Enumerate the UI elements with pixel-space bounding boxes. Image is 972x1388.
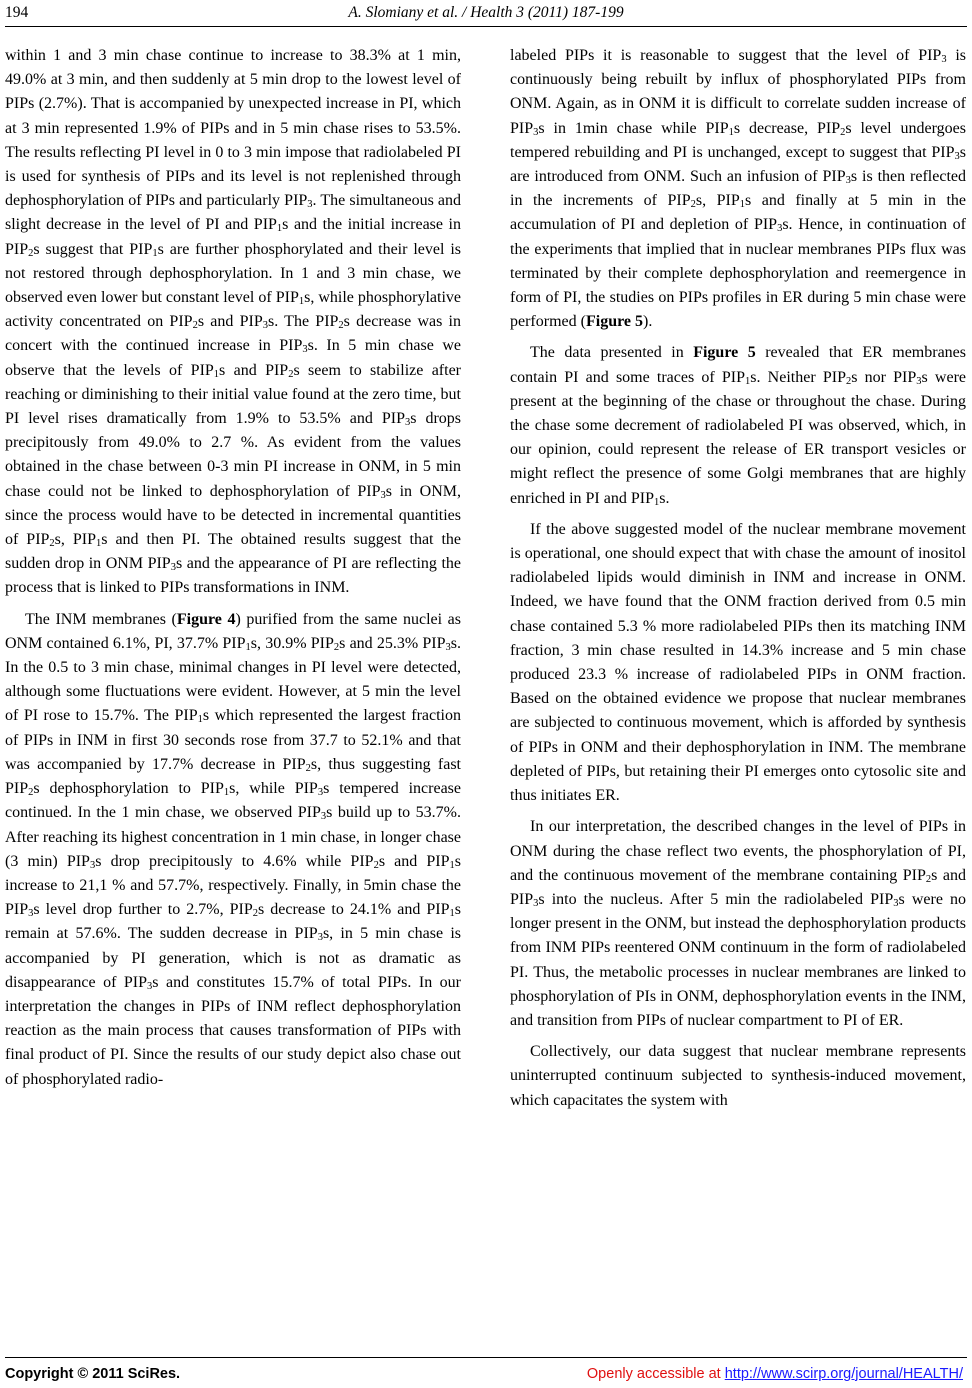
left-column [5, 44, 461, 1092]
right-column [510, 44, 966, 1113]
paragraph: The INM membranes (Figure 4) purified from the same nuclei as ONM contained 6.1%, PI, 37.7% $PIP_1s$, 30.9% $PIP_2s$ and 25.3% $PIP_3s$. In the 0.5 to 3 min chase, minimal changes in PI level were detected, although some fluctuations were evident. However, at 5 min the level of PI rose to 15.7%. The $PIP_1s$ which represented the largest fraction of PIPs in INM in first 30 seconds rose from 37.7 to 52.1% and that was accompanied by 17.7% decrease in $PIP_2s$, thus suggesting fast $PIP_2s$ dephosphorylation to $PIP_1s$, while $PIP_3s$ tempered increase continued. In the 1 min chase, we observed $PIP_3s$ build up to 53.7%. After reaching its highest concentration in 1 min chase, in longer chase (3 min) $PIP_3s$ drop precipitously to 4.6% while $PIP_2s$ and $PIP_1s$ increase to 21,1 % and 57.7%, respectively. Finally, in 5min chase the $PIP_3s$ level drop further to 2.7%, $PIP_2s$ decrease to 24.1% and $PIP_1s$ remain at 57.6%. The sudden decrease in $PIP_3s$, in 5 min chase is accompanied by PI generation, which is not as dramatic as disappearance of $PIP_3s$ and constitutes 15.7% of total PIPs. In our interpretation the changes in PIPs of INM reflect dephosphorylation reaction as the main process that causes transformation of PIPs with final product of PI. Since the results of our study depict also chase out of phosphorylated radio- [5, 610, 462, 1088]
open-access-label: Openly accessible at [586, 1366, 725, 1382]
paragraph: Collectively, our data suggest that nuclear membrane represents uninterrupted continuum subjected to synthesis-induced movement, which capacitates the system with [510, 1043, 966, 1109]
page-footer [5, 1364, 967, 1386]
open-access-notice [587, 1364, 963, 1384]
paragraph: within 1 and 3 min chase continue to increase to 38.3% at 1 min, 49.0% at 3 min, and then suddenly at 5 min drop to the lowest level of PIPs (2.7%). That is accompanied by unexpected increase in PI, which at 3 min represented 1.9% of PIPs and in 5 min chase rises to 53.5%. The results reflecting PI level in 0 to 3 min impose that radiolabeled PI is used for synthesis of PIPs and its level is not replenished through dephosphorylation of PIPs and particularly $PIP_3$. The simultaneous and slight decrease in the level of PI and $PIP_1s$ and the initial increase in $PIP_2s$ suggest that $PIP_1s$ are further phosphorylated and their level is not restored through dephosphorylation. In 1 and 3 min chase, we observed even lower but constant level of $PIP_1s$, while phosphorylative activity concentrated on $PIP_2s$ and $PIP_3s$. The $PIP_2s$ decrease was in concert with the continued increase in $PIP_3s$. In 5 min chase we observe that the levels of $PIP_1s$ and $PIP_2s$ seem to stabilize after reaching or diminishing to their initial value found at the zero time, but PI level rises dramatically from 1.9% to 53.5% and $PIP_3s$ drops precipitously from 49.0% to 2.7 %. As evident from the values obtained in the chase between 0-3 min PI increase in ONM, in 5 min chase could not be linked to dephosphorylation of $PIP_3s$ in ONM, since the process would have to be detected in incremental quantities of $PIP_2s$, $PIP_1s$ and then PI. The obtained results suggest that the sudden drop in ONM $PIP_3s$ and the appearance of PI are reflecting the process that is linked to PIPs transformations in INM. [5, 47, 462, 597]
paragraph: The data presented in Figure 5 revealed that ER membranes contain PI and some traces of $PIP_1s$. Neither $PIP_2s$ nor $PIP_3s$ were present at the beginning of the chase or throughout the chase. During the chase some decrement of radiolabeled PI was observed, which, in our opinion, could represent the release of ER transport vesicles or might reflect the presence of some Golgi membranes that are highly enriched in PI and $PIP_1s$. [510, 344, 967, 508]
journal-link[interactable]: http://www.scirp.org/journal/HEALTH/ [724, 1366, 963, 1382]
page-number: 194 [5, 4, 29, 21]
footer-rule [5, 1357, 967, 1358]
copyright-notice: Copyright © 2011 SciRes. [5, 1366, 181, 1382]
running-head: A. Slomiany et al. / Health 3 (2011) 187-199 [348, 4, 624, 21]
paragraph: In our interpretation, the described changes in the level of PIPs in ONM during the chase reflect two events, the phosphorylation of PI, and the continuous movement of the membrane containing $PIP_2s$ and $PIP_3s$ into the nucleus. After 5 min the radiolabeled $PIP_3s$ were no longer present in the ONM, but instead the dephosphorylation products from INM PIPs reentered ONM continuum in the form of radiolabeled PI. Thus, the metabolic processes in nuclear membranes are linked to phosphorylation of PIs in ONM, dephosphorylation events in the INM, and transition from PIPs of nuclear compartment to PI of ER. [510, 818, 967, 1029]
paragraph: If the above suggested model of the nuclear membrane movement is operational, one should expect that with chase the amount of inositol radiolabeled lipids would diminish in INM and increase in ONM. Indeed, we have found that the ONM fraction derived from 0.5 min chase contained 5.3 % more radiolabeled PIPs then its matching INM fraction, 3 min chase resulted in 14.3% increase and 5 min chase produced 23.3 % increase of radiolabeled PIPs in ONM fraction. Based on the obtained evidence we propose that nuclear membranes are subjected to continuous movement, which is afforded by synthesis of PIPs in ONM and their dephosphorylation in INM. The membrane depleted of PIPs, but retaining their PI emerges onto cytosolic site and thus initiates ER. [510, 520, 966, 805]
page-header [5, 3, 967, 25]
header-rule [5, 26, 967, 27]
paragraph: labeled PIPs it is reasonable to suggest that the level of $PIP_3$ is continuously being rebuilt by influx of phosphorylated PIPs from ONM. Again, as in ONM it is difficult to correlate sudden increase of $PIP_3s$ in 1min chase while $PIP_1s$ decrease, $PIP_2s$ level undergoes tempered rebuilding and PI is unchanged, except to suggest that $PIP_3s$ are introduced from ONM. Such an infusion of $PIP_3s$ is then reflected in the increments of $PIP_2s$, $PIP_1s$ and finally at 5 min in the accumulation of PI and depletion of $PIP_3s$. Hence, in continuation of the experiments that implied that in nuclear membranes PIPs flux was terminated by their complete dephosphorylation and reemergence in form of PI, the studies on PIPs profiles in ER during 5 min chase were performed (Figure 5). [510, 47, 967, 331]
